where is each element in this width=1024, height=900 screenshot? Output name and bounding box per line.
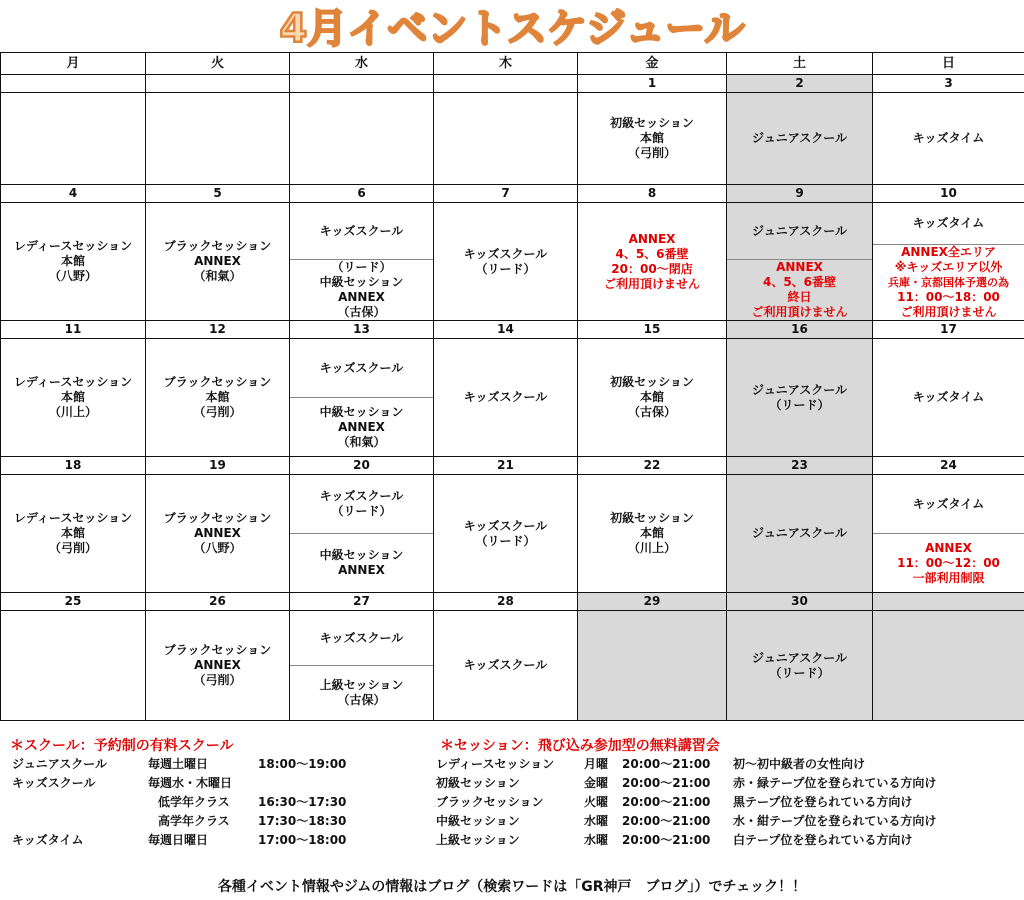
event-text: 20：00～閉店 bbox=[611, 261, 693, 276]
day-cell bbox=[434, 339, 578, 457]
day-cell bbox=[727, 475, 873, 593]
session-legend-name: 初級セッション bbox=[436, 776, 520, 790]
event-block bbox=[434, 339, 577, 456]
event-block bbox=[1, 475, 145, 592]
day-number: 3 bbox=[873, 75, 1024, 93]
day-number: 15 bbox=[578, 321, 727, 339]
event-block bbox=[290, 611, 433, 665]
day-cell bbox=[578, 203, 727, 321]
day-number: 11 bbox=[1, 321, 146, 339]
event-text: （弓削） bbox=[193, 405, 242, 419]
event-text: （リード） bbox=[331, 260, 392, 274]
event-text: 中級セッション bbox=[319, 275, 404, 289]
event-text: 本館 bbox=[60, 254, 85, 268]
day-cell bbox=[578, 611, 727, 721]
day-cell bbox=[146, 203, 290, 321]
event-text: （リード） bbox=[769, 397, 830, 412]
event-text: ジュニアスクール bbox=[751, 650, 848, 665]
event-text: ANNEX全エリア bbox=[901, 245, 996, 259]
school-legend-day: 毎週水・木曜日 bbox=[148, 776, 233, 790]
weekday-header: 金 bbox=[578, 53, 727, 75]
day-number bbox=[873, 593, 1024, 611]
day-number bbox=[434, 75, 578, 93]
event-text: （古保） bbox=[337, 693, 386, 707]
event-block bbox=[146, 93, 289, 184]
event-text: 中級セッション bbox=[319, 404, 404, 419]
day-cell bbox=[434, 475, 578, 593]
weekday-header: 木 bbox=[434, 53, 578, 75]
event-block bbox=[727, 475, 872, 592]
event-block bbox=[578, 203, 726, 320]
day-number: 18 bbox=[1, 457, 146, 475]
event-text: ANNEX bbox=[338, 290, 385, 304]
day-cell bbox=[727, 611, 873, 721]
event-text: （川上） bbox=[48, 405, 97, 419]
day-cell bbox=[1, 339, 146, 457]
event-text: 11：00～12：00 bbox=[897, 555, 1000, 570]
session-legend-name: レディースセッション bbox=[436, 757, 555, 771]
session-legend-time: 20:00～21:00 bbox=[622, 795, 711, 809]
event-text: 上級セッション bbox=[319, 678, 404, 692]
event-text: 兵庫・京都国体予選の為 bbox=[888, 276, 1009, 289]
school-legend-time: 16:30～17:30 bbox=[258, 795, 347, 809]
day-cell bbox=[434, 93, 578, 185]
event-block bbox=[1, 611, 145, 720]
day-number: 16 bbox=[727, 321, 873, 339]
day-cell bbox=[1, 475, 146, 593]
event-text: （古保） bbox=[627, 405, 676, 419]
event-text: ANNEX bbox=[338, 563, 385, 577]
event-text: ブラックセッション bbox=[163, 643, 272, 657]
event-block bbox=[146, 611, 289, 720]
event-text: レディースセッション bbox=[13, 375, 133, 389]
day-number bbox=[290, 75, 434, 93]
session-legend-time: 20:00～21:00 bbox=[622, 776, 711, 790]
session-legend-name: ブラックセッション bbox=[436, 795, 544, 809]
school-legend-name: キッズスクール bbox=[12, 776, 96, 790]
event-block bbox=[727, 203, 872, 259]
event-text: レディースセッション bbox=[13, 239, 133, 253]
day-cell bbox=[434, 611, 578, 721]
event-block bbox=[290, 475, 433, 533]
day-number: 29 bbox=[578, 593, 727, 611]
day-cell bbox=[873, 93, 1024, 185]
day-cell bbox=[290, 93, 434, 185]
event-text: キッズスクール bbox=[319, 630, 404, 645]
event-text: （リード） bbox=[475, 261, 536, 276]
day-number: 1 bbox=[578, 75, 727, 93]
weekday-header: 土 bbox=[727, 53, 873, 75]
session-legend-day: 金曜 bbox=[584, 776, 609, 790]
event-block bbox=[727, 339, 872, 456]
day-cell bbox=[1, 203, 146, 321]
day-number: 26 bbox=[146, 593, 290, 611]
event-text: 本館 bbox=[639, 390, 664, 404]
event-block bbox=[1, 93, 145, 184]
session-legend-note: 黒テープ位を登られている方向け bbox=[733, 795, 913, 809]
day-number bbox=[146, 75, 290, 93]
event-text: ブラックセッション bbox=[163, 511, 272, 525]
school-legend-time: 17:30～18:30 bbox=[258, 814, 347, 828]
event-text: レディースセッション bbox=[13, 511, 133, 525]
event-text: （和氣） bbox=[193, 269, 242, 283]
event-block bbox=[873, 93, 1024, 184]
event-text: キッズスクール bbox=[319, 223, 404, 238]
session-legend-day: 水曜 bbox=[584, 833, 609, 847]
event-block bbox=[873, 339, 1024, 456]
day-cell bbox=[727, 93, 873, 185]
school-legend-name: キッズタイム bbox=[12, 833, 84, 847]
day-number: 21 bbox=[434, 457, 578, 475]
event-text: キッズタイム bbox=[912, 496, 985, 511]
event-text: ANNEX bbox=[338, 419, 385, 434]
school-legend-name: ジュニアスクール bbox=[12, 757, 108, 771]
day-cell bbox=[873, 611, 1024, 721]
event-text: 本館 bbox=[639, 131, 664, 145]
event-text: キッズスクール bbox=[319, 489, 404, 503]
event-block bbox=[434, 93, 577, 184]
school-legend-time: 18:00～19:00 bbox=[258, 757, 347, 771]
day-number: 5 bbox=[146, 185, 290, 203]
day-cell bbox=[290, 203, 434, 321]
school-legend-day: 毎週土曜日 bbox=[148, 757, 209, 771]
event-text: ジュニアスクール bbox=[751, 382, 848, 397]
event-block bbox=[578, 339, 726, 456]
event-block bbox=[146, 475, 289, 592]
event-block bbox=[578, 611, 726, 720]
session-legend-name: 中級セッション bbox=[436, 814, 520, 828]
event-text: 初級セッション bbox=[610, 511, 694, 525]
event-text: キッズタイム bbox=[912, 216, 985, 230]
school-legend-day: 低学年クラス bbox=[158, 795, 230, 809]
day-number: 12 bbox=[146, 321, 290, 339]
event-text: キッズスクール bbox=[319, 360, 404, 375]
day-number: 8 bbox=[578, 185, 727, 203]
event-block bbox=[290, 533, 433, 592]
day-cell bbox=[434, 203, 578, 321]
event-text: 一部利用制限 bbox=[912, 570, 985, 585]
event-block bbox=[578, 475, 726, 592]
event-text: （八野） bbox=[48, 269, 97, 283]
day-cell bbox=[578, 475, 727, 593]
event-text: キッズタイム bbox=[912, 131, 985, 145]
day-cell bbox=[578, 93, 727, 185]
event-text: 初級セッション bbox=[610, 375, 694, 389]
event-block bbox=[727, 259, 872, 320]
school-legend-time: 17:00～18:00 bbox=[258, 833, 347, 847]
event-block bbox=[1, 339, 145, 456]
event-text: ANNEX bbox=[194, 526, 241, 540]
page-title: 4月イベントスケジュール bbox=[279, 6, 745, 50]
day-number: 13 bbox=[290, 321, 434, 339]
event-text: （弓削） bbox=[193, 673, 242, 687]
event-block bbox=[873, 475, 1024, 533]
day-cell bbox=[290, 339, 434, 457]
day-cell bbox=[578, 339, 727, 457]
day-number bbox=[1, 75, 146, 93]
event-text: ANNEX bbox=[628, 231, 676, 246]
event-text: （八野） bbox=[193, 541, 242, 555]
event-text: ご利用頂けません bbox=[900, 305, 997, 319]
event-text: ご利用頂けません bbox=[751, 305, 848, 319]
event-block bbox=[290, 397, 433, 456]
event-block bbox=[727, 93, 872, 184]
day-cell bbox=[873, 475, 1024, 593]
event-block bbox=[434, 475, 577, 592]
day-cell bbox=[873, 203, 1024, 321]
day-number: 23 bbox=[727, 457, 873, 475]
event-text: キッズタイム bbox=[912, 390, 985, 404]
event-text: （弓削） bbox=[627, 146, 676, 160]
event-text: キッズスクール bbox=[463, 658, 548, 672]
event-text: 本館 bbox=[639, 526, 664, 540]
event-block bbox=[873, 611, 1024, 720]
event-text: 初級セッション bbox=[610, 116, 694, 130]
day-number: 7 bbox=[434, 185, 578, 203]
day-cell bbox=[1, 611, 146, 721]
calendar-table bbox=[0, 52, 1024, 721]
day-number: 25 bbox=[1, 593, 146, 611]
event-text: 本館 bbox=[60, 526, 85, 540]
event-text: ブラックセッション bbox=[163, 239, 272, 253]
event-block bbox=[873, 244, 1024, 320]
event-text: キッズスクール bbox=[463, 390, 548, 404]
event-block bbox=[727, 611, 872, 720]
event-text: ジュニアスクール bbox=[751, 223, 848, 238]
session-legend-heading: ＊セッション：飛び込み参加型の無料講習会 bbox=[440, 738, 720, 754]
session-legend-note: 赤・緑テープ位を登られている方向け bbox=[733, 776, 937, 790]
event-block bbox=[290, 203, 433, 259]
footer-note: 各種イベント情報やジムの情報はブログ（検索ワードは「GR神戸 ブログ」）でチェック！！ bbox=[217, 879, 807, 895]
session-legend-day: 月曜 bbox=[584, 757, 609, 771]
event-block bbox=[146, 203, 289, 320]
event-block bbox=[1, 203, 145, 320]
event-text: （弓削） bbox=[48, 541, 97, 555]
event-block bbox=[290, 339, 433, 397]
event-text: （和氣） bbox=[337, 434, 386, 449]
session-legend-name: 上級セッション bbox=[436, 833, 520, 847]
event-text: ご利用頂けません bbox=[603, 276, 700, 291]
day-cell bbox=[146, 475, 290, 593]
event-block bbox=[290, 93, 433, 184]
event-block bbox=[290, 665, 433, 720]
day-number: 27 bbox=[290, 593, 434, 611]
weekday-header: 日 bbox=[873, 53, 1024, 75]
event-block bbox=[434, 203, 577, 320]
event-text: （川上） bbox=[627, 541, 676, 555]
event-text: 11：00～18：00 bbox=[897, 290, 1000, 304]
day-number: 10 bbox=[873, 185, 1024, 203]
event-text: ANNEX bbox=[776, 260, 823, 274]
event-text: キッズスクール bbox=[463, 246, 548, 261]
day-cell bbox=[1, 93, 146, 185]
session-legend-time: 20:00～21:00 bbox=[622, 833, 711, 847]
event-text: ANNEX bbox=[194, 658, 241, 672]
session-legend-time: 20:00～21:00 bbox=[622, 757, 711, 771]
session-legend-note: 初～初中級者の女性向け bbox=[733, 757, 866, 771]
event-text: ※キッズエリア以外 bbox=[894, 260, 1003, 274]
event-text: ブラックセッション bbox=[163, 375, 272, 389]
event-text: 4、5、6番壁 bbox=[615, 246, 689, 261]
school-legend-day: 高学年クラス bbox=[158, 814, 230, 828]
event-text: ANNEX bbox=[925, 540, 972, 555]
event-block bbox=[873, 533, 1024, 592]
event-text: ANNEX bbox=[194, 254, 241, 268]
event-text: 本館 bbox=[205, 390, 230, 404]
event-block bbox=[146, 339, 289, 456]
day-number: 14 bbox=[434, 321, 578, 339]
event-text: 本館 bbox=[60, 390, 85, 404]
day-number: 4 bbox=[1, 185, 146, 203]
day-number: 24 bbox=[873, 457, 1024, 475]
weekday-header: 火 bbox=[146, 53, 290, 75]
day-number: 2 bbox=[727, 75, 873, 93]
day-number: 22 bbox=[578, 457, 727, 475]
event-text: 終日 bbox=[787, 290, 812, 304]
session-legend-note: 白テープ位を登られている方向け bbox=[733, 833, 913, 847]
school-legend-heading: ＊スクール：予約制の有料スクール bbox=[10, 738, 234, 754]
event-block bbox=[578, 93, 726, 184]
day-cell bbox=[146, 93, 290, 185]
weekday-header: 月 bbox=[1, 53, 146, 75]
event-text: キッズスクール bbox=[463, 518, 548, 533]
event-text: ジュニアスクール bbox=[751, 526, 848, 540]
day-cell bbox=[873, 339, 1024, 457]
weekday-header: 水 bbox=[290, 53, 434, 75]
event-text: 4、5、6番壁 bbox=[762, 275, 837, 289]
event-block bbox=[873, 203, 1024, 244]
event-block bbox=[434, 611, 577, 720]
session-legend-day: 水曜 bbox=[584, 814, 609, 828]
event-text: （リード） bbox=[331, 504, 392, 518]
session-legend-note: 水・紺テープ位を登られている方向け bbox=[733, 814, 937, 828]
day-number: 20 bbox=[290, 457, 434, 475]
school-legend-day: 毎週日曜日 bbox=[148, 833, 209, 847]
day-cell bbox=[727, 339, 873, 457]
event-text: （リード） bbox=[475, 533, 536, 548]
day-cell bbox=[146, 339, 290, 457]
event-text: （古保） bbox=[337, 305, 386, 319]
page-title-graphic bbox=[212, 2, 812, 50]
day-cell bbox=[727, 203, 873, 321]
day-number: 6 bbox=[290, 185, 434, 203]
page-title-banner bbox=[0, 2, 1024, 50]
day-cell bbox=[290, 475, 434, 593]
session-legend-day: 火曜 bbox=[584, 795, 609, 809]
event-text: 中級セッション bbox=[319, 548, 404, 562]
day-cell bbox=[290, 611, 434, 721]
day-number: 30 bbox=[727, 593, 873, 611]
session-legend-time: 20:00～21:00 bbox=[622, 814, 711, 828]
day-number: 28 bbox=[434, 593, 578, 611]
event-text: ジュニアスクール bbox=[751, 131, 848, 145]
day-number: 9 bbox=[727, 185, 873, 203]
day-cell bbox=[146, 611, 290, 721]
day-number: 17 bbox=[873, 321, 1024, 339]
event-text: （リード） bbox=[769, 665, 830, 680]
event-block bbox=[290, 259, 433, 320]
day-number: 19 bbox=[146, 457, 290, 475]
